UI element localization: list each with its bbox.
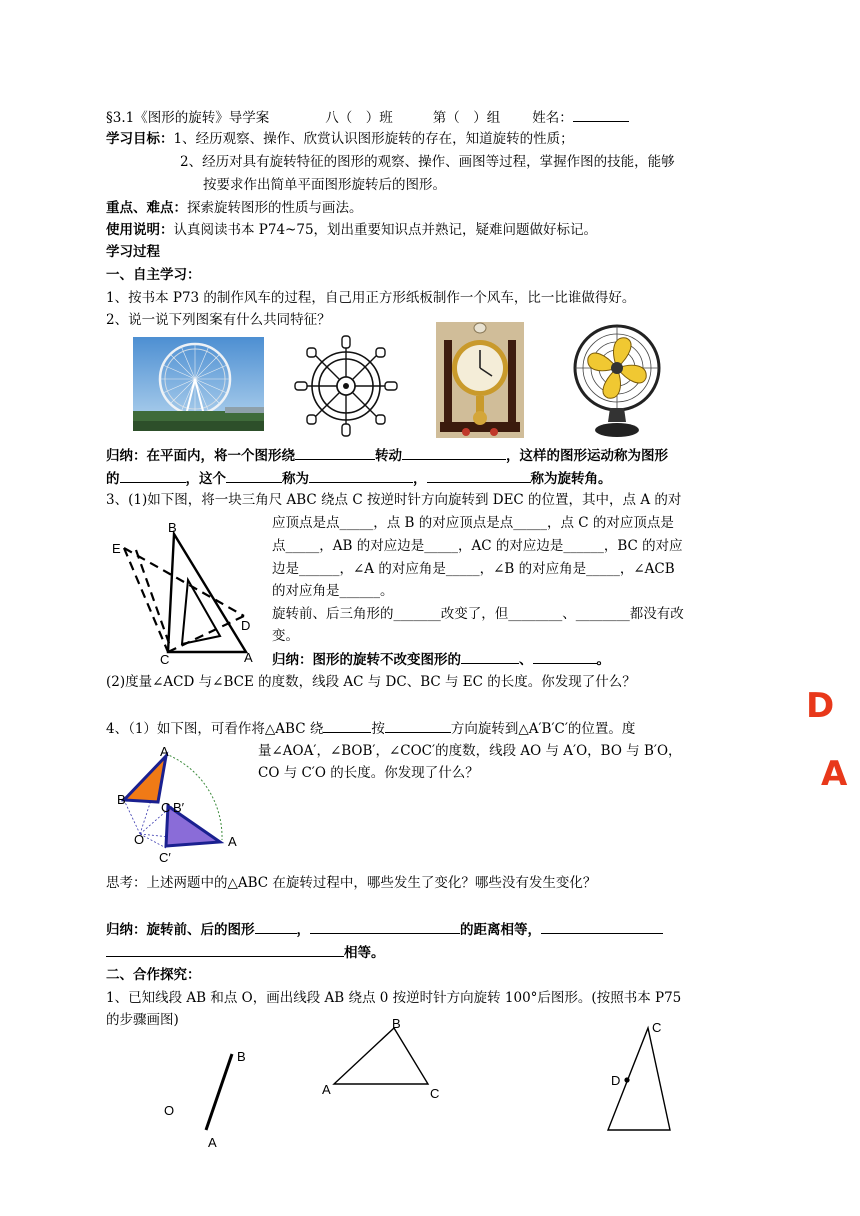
label-a-prime: A xyxy=(228,834,237,849)
label-b: B xyxy=(117,792,126,807)
class-field: 八（ ）班 xyxy=(325,110,393,126)
q3-line3: 点_____，AB 的对应边是_____，AC 的对应边是______，BC 的对应 xyxy=(272,538,683,554)
question-2: 2、说一说下列图案有什么共同特征？ xyxy=(106,312,331,328)
label-e: E xyxy=(112,541,121,556)
triangle-d-figure xyxy=(600,1016,690,1136)
goal-2b: 按要求作出简单平面图形旋转后的图形。 xyxy=(203,177,446,193)
q4-line3: CO 与 C′O 的长度。你发现了什么？ xyxy=(258,765,479,781)
process-title: 学习过程 xyxy=(106,244,160,260)
label-a: A xyxy=(160,744,169,759)
summary-1-line1: 归纳：在平面内，将一个图形绕 转动 ，这样的图形运动称为图形 xyxy=(106,448,668,464)
q4-line2: 量∠AOA′，∠BOB′，∠COC′的度数，线段 AO 与 A′O，BO 与 B′O， xyxy=(258,743,682,759)
summary-1-line2: 的 ，这个 称为 ， 称为旋转角。 xyxy=(106,471,612,487)
section1-title: 一、自主学习： xyxy=(106,267,201,283)
ferris-wheel-photo xyxy=(133,337,264,431)
label-o: O xyxy=(134,832,145,847)
section2-q1b: 的步骤画图) xyxy=(106,1012,179,1028)
goal-1: 学习目标：1、经历观察、操作、欣赏认识图形旋转的存在，知道旋转的性质； xyxy=(106,131,574,147)
label-c: C xyxy=(160,652,170,667)
q4-line1: 4、（1）如下图，可看作将△ABC 绕 按 方向旋转到△A′B′C′的位置。度 xyxy=(106,721,636,737)
section2-q1a: 1、已知线段 AB 和点 O，画出线段 AB 绕点 0 按逆时针方向旋转 100°后图形。(按照书本 P75 xyxy=(106,990,682,1006)
q3-summary: 归纳：图形的旋转不改变图形的 、 。 xyxy=(272,652,610,668)
q3-line4: 边是______，∠A 的对应角是_____，∠B 的对应角是_____，∠ACB xyxy=(272,561,675,577)
label-b: B xyxy=(168,520,177,535)
colored-rotation-figure xyxy=(112,742,252,866)
label-o: O xyxy=(164,1103,175,1118)
ship-wheel-drawing xyxy=(295,336,397,436)
label-d: D xyxy=(241,618,251,633)
side-letter-a: A xyxy=(821,754,848,794)
doc-title: §3.1《图形的旋转》导学案 xyxy=(106,110,270,126)
label-c-prime: C′ xyxy=(159,850,171,865)
group-field: 第（ ）组 xyxy=(432,110,501,126)
triangle-abc-figure xyxy=(318,1014,448,1106)
usage-note: 使用说明：认真阅读书本 P74~75，划出重要知识点并熟记，疑难问题做好标记。 xyxy=(106,222,598,238)
header-line xyxy=(106,108,629,127)
clock-photo xyxy=(436,322,524,438)
q3-line6: 旋转前、后三角形的_______改变了，但________、________都没有改 xyxy=(272,606,684,622)
summary-2-line2: 相等。 xyxy=(106,943,385,962)
triangle-rotation-figure xyxy=(108,520,268,666)
label-b: B xyxy=(392,1016,401,1031)
summary-2-line1: 归纳：旋转前、后的图形 ， 的距离相等， xyxy=(106,920,663,939)
q3-part2: (2)度量∠ACD 与∠BCE 的度数，线段 AC 与 DC、BC 与 EC 的长度。你发现了什么？ xyxy=(106,674,636,690)
goal-2a: 2、经历对具有旋转特征的图形的观察、操作、画图等过程，掌握作图的技能，能够 xyxy=(180,154,675,170)
label-b: B xyxy=(237,1049,246,1064)
q3-line2: 应顶点是点_____，点 B 的对应顶点是点_____，点 C 的对应顶点是 xyxy=(272,515,674,531)
label-d: D xyxy=(611,1073,621,1088)
label-b-prime: B′ xyxy=(173,800,185,815)
question-1: 1、按书本 P73 的制作风车的过程，自己用正方形纸板制作一个风车，比一比谁做得好。 xyxy=(106,290,636,306)
side-letter-d: D xyxy=(806,686,835,726)
label-a: A xyxy=(244,650,253,665)
label-a: A xyxy=(208,1135,217,1150)
fan-drawing xyxy=(572,322,664,440)
name-field: 姓名： xyxy=(532,110,573,126)
key-points: 重点、难点：探索旋转图形的性质与画法。 xyxy=(106,200,363,216)
label-c: C xyxy=(161,800,171,815)
q3-line7: 变。 xyxy=(272,628,299,644)
label-a: A xyxy=(322,1082,331,1097)
think-question: 思考：上述两题中的△ABC 在旋转过程中，哪些发生了变化？哪些没有发生变化？ xyxy=(106,875,597,891)
q3-line5: 的对应角是______。 xyxy=(272,583,394,599)
label-c: C xyxy=(430,1086,440,1101)
q3-line1: 3、(1)如下图，将一块三角尺 ABC 绕点 C 按逆时针方向旋转到 DEC 的位置，其中，点 A 的对 xyxy=(106,492,682,508)
label-c: C xyxy=(652,1020,662,1035)
section2-title: 二、合作探究： xyxy=(106,967,201,983)
segment-ab-figure xyxy=(160,1046,260,1150)
